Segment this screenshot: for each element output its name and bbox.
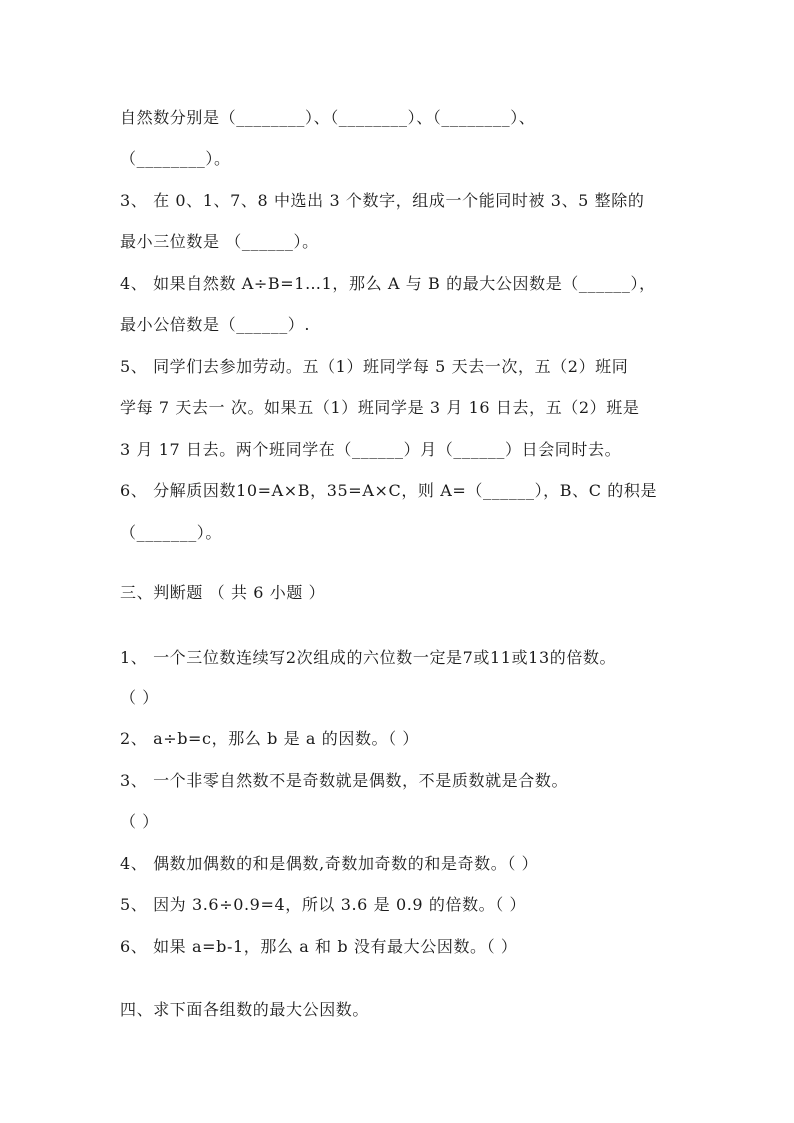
judge-question-1-line-1: 1、 一个三位数连续写2次组成的六位数一定是7或11或13的倍数。 <box>120 648 617 667</box>
question-5-line-3: 3 月 17 日去。两个班同学在（______）月（______）日会同时去。 <box>120 440 622 459</box>
question-3-line-2: 最小三位数是 （______）。 <box>120 232 319 251</box>
judge-question-3-line-2: （ ） <box>120 812 159 831</box>
section-3-heading: 三、判断题 （ 共 6 小题 ） <box>120 583 326 602</box>
question-3-line-1: 3、 在 0、1、7、8 中选出 3 个数字，组成一个能同时被 3、5 整除的 <box>120 191 645 210</box>
fill-blank-line-b: （________）。 <box>120 149 231 168</box>
section-4-heading: 四、求下面各组数的最大公因数。 <box>120 1000 370 1019</box>
question-6-line-2: （_______）。 <box>120 523 222 542</box>
judge-question-4: 4、 偶数加偶数的和是偶数,奇数加奇数的和是奇数。（ ） <box>120 854 539 873</box>
question-5-line-1: 5、 同学们去参加劳动。五（1）班同学每 5 天去一次，五（2）班同 <box>120 357 629 376</box>
question-4-line-1: 4、 如果自然数 A÷B=1…1，那么 A 与 B 的最大公因数是（______）， <box>120 274 656 293</box>
judge-question-1-line-2: （ ） <box>120 688 159 707</box>
question-6-line-1: 6、 分解质因数10=A×B，35=A×C，则 A=（______），B、C 的积是 <box>120 481 658 500</box>
judge-question-3-line-1: 3、 一个非零自然数不是奇数就是偶数，不是质数就是合数。 <box>120 771 569 790</box>
question-4-line-2: 最小公倍数是（______）. <box>120 315 311 334</box>
fill-blank-line-a: 自然数分别是（________）、（________）、（________）、 <box>120 108 536 127</box>
question-5-line-2: 学每 7 天去一 次。如果五（1）班同学是 3 月 16 日去，五（2）班是 <box>120 398 640 417</box>
judge-question-6: 6、 如果 a=b-1，那么 a 和 b 没有最大公因数。（ ） <box>120 937 518 956</box>
judge-question-2: 2、 a÷b=c，那么 b 是 a 的因数。（ ） <box>120 729 420 748</box>
judge-question-5: 5、 因为 3.6÷0.9=4，所以 3.6 是 0.9 的倍数。（ ） <box>120 895 527 914</box>
